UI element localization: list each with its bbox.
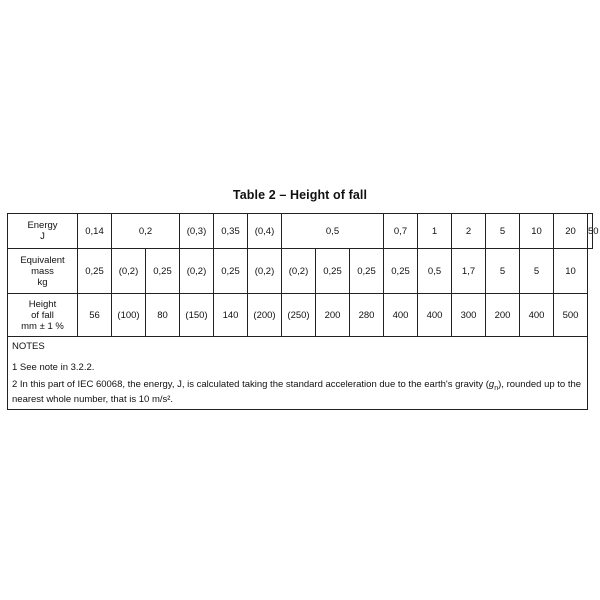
- header-line: Height: [28, 298, 57, 310]
- gravity-subscript: n: [494, 384, 499, 392]
- header-line: mass: [31, 265, 54, 277]
- table-title: Table 2 – Height of fall: [232, 188, 368, 202]
- table-cell: 300: [452, 294, 486, 337]
- header-line: mm ± 1 %: [21, 320, 64, 332]
- table-cell: 0,14: [78, 214, 112, 249]
- notes-cell: [8, 337, 588, 410]
- table-cell: 10: [554, 249, 588, 294]
- row-header-height: [8, 294, 78, 337]
- table-cell: 0,35: [214, 214, 248, 249]
- table-cell: 1,7: [452, 249, 486, 294]
- table-cell: 20: [554, 214, 588, 249]
- header-line: kg: [37, 276, 48, 288]
- table-cell: 0,25: [384, 249, 418, 294]
- table-cell: 0,25: [78, 249, 112, 294]
- table-row-notes: [8, 337, 593, 410]
- table-cell: 50: [588, 214, 593, 249]
- table-row-energy: [8, 214, 593, 249]
- table-cell: 0,25: [350, 249, 384, 294]
- table-cell: (0,2): [112, 249, 146, 294]
- table-cell: 5: [486, 249, 520, 294]
- row-header-energy: [8, 214, 78, 249]
- table-cell: 1: [418, 214, 452, 249]
- table-cell: 0,7: [384, 214, 418, 249]
- table-row-height: [8, 294, 593, 337]
- table-cell: 2: [452, 214, 486, 249]
- table-cell: (0,3): [180, 214, 214, 249]
- note-2-text-start: 2 In this part of IEC 60068, the energy, J, is calculated taking the standard acceleration due to the earth's gravity (: [12, 379, 489, 390]
- gravity-symbol: g: [488, 379, 495, 390]
- header-line: of fall: [31, 309, 54, 321]
- table-cell: 200: [316, 294, 350, 337]
- table-cell: 400: [520, 294, 554, 337]
- table-cell: 0,25: [316, 249, 350, 294]
- table-cell: 0,5: [418, 249, 452, 294]
- note-2-text-end: ), rounded up to the nearest whole number, that is 10 m/s².: [12, 379, 582, 405]
- note-2: [12, 379, 583, 405]
- notes-heading: NOTES: [12, 341, 45, 352]
- table-row-mass: [8, 249, 593, 294]
- table-cell: 5: [486, 214, 520, 249]
- table-cell: 0,5: [282, 214, 384, 249]
- height-of-fall-table: [7, 213, 599, 410]
- table-cell: (200): [248, 294, 282, 337]
- table-cell: 10: [520, 214, 554, 249]
- table-cell: 80: [146, 294, 180, 337]
- table-cell: 140: [214, 294, 248, 337]
- table-cell: 5: [520, 249, 554, 294]
- header-line: Equivalent: [20, 254, 65, 266]
- table-cell: 400: [418, 294, 452, 337]
- table-cell: (0,2): [248, 249, 282, 294]
- table-cell: 280: [350, 294, 384, 337]
- table-cell: (0,2): [282, 249, 316, 294]
- table-cell: 0,25: [146, 249, 180, 294]
- table-cell: 200: [486, 294, 520, 337]
- table-cell: (100): [112, 294, 146, 337]
- table-cell: 0,2: [112, 214, 180, 249]
- note-1: 1 See note in 3.2.2.: [12, 362, 95, 373]
- table-cell: (250): [282, 294, 316, 337]
- table-cell: 400: [384, 294, 418, 337]
- table-cell: 56: [78, 294, 112, 337]
- row-header-mass: [8, 249, 78, 294]
- table-cell: (0,4): [248, 214, 282, 249]
- table-cell: 0,25: [214, 249, 248, 294]
- header-line: Energy: [27, 220, 58, 231]
- table-cell: (0,2): [180, 249, 214, 294]
- header-line: J: [40, 231, 45, 242]
- table-cell: (150): [180, 294, 214, 337]
- table-cell: 500: [554, 294, 588, 337]
